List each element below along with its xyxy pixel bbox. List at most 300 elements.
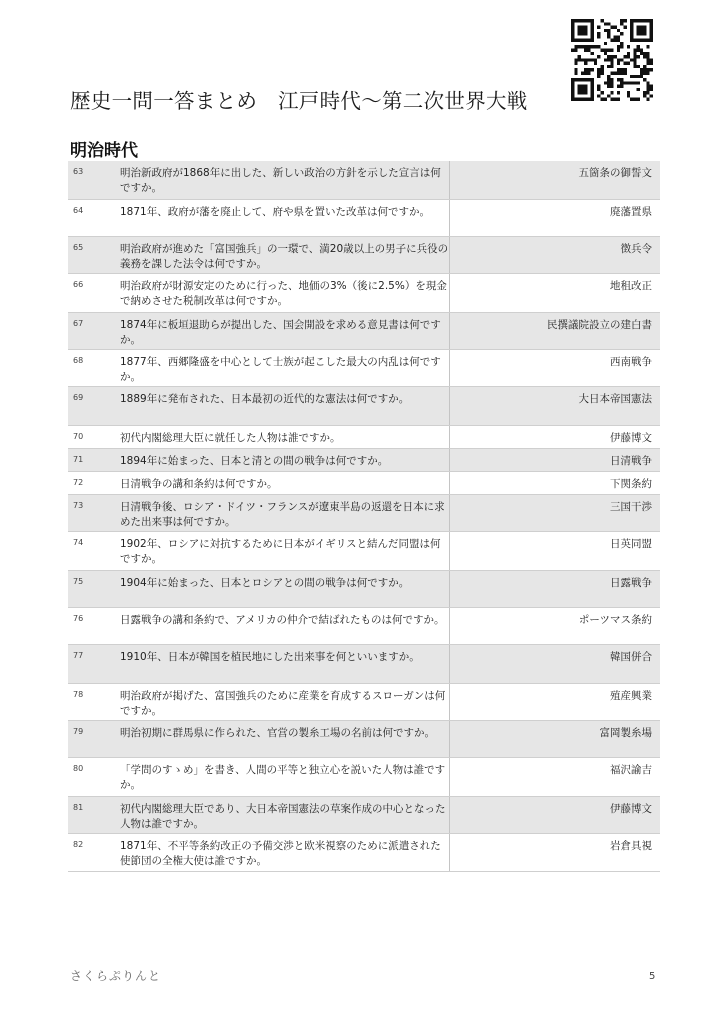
qr-module (643, 39, 646, 42)
question-text: 日露戦争の講和条約で、アメリカの仲介で結ばれたものは何ですか。 (120, 614, 445, 626)
qr-module (610, 26, 613, 29)
qr-module (643, 19, 646, 22)
qr-module (601, 91, 604, 94)
column-divider (449, 313, 450, 349)
answer-text: 地租改正 (610, 280, 652, 292)
qr-module (627, 55, 630, 58)
qr-module (637, 55, 640, 58)
qr-module (630, 19, 633, 22)
qr-module (607, 81, 610, 84)
qr-module (604, 42, 607, 45)
qr-module (584, 49, 587, 52)
qr-module (597, 85, 600, 88)
qr-module (640, 49, 643, 52)
table-row (68, 350, 660, 387)
question-number: 72 (73, 478, 84, 487)
qr-module (643, 65, 646, 68)
qr-module (594, 45, 597, 48)
qr-module (581, 91, 584, 94)
qr-module (584, 78, 587, 81)
qr-module (640, 19, 643, 22)
qr-module (597, 45, 600, 48)
qr-module (578, 98, 581, 101)
qr-module (574, 71, 577, 74)
qr-module (630, 39, 633, 42)
question-text: 初代内閣総理大臣に就任した人物は誰ですか。 (120, 432, 341, 444)
qr-module (650, 39, 653, 42)
qr-module (620, 45, 623, 48)
qr-module (578, 88, 581, 91)
qr-module (607, 85, 610, 88)
qr-module (643, 29, 646, 32)
qr-module (591, 26, 594, 29)
qr-module (643, 52, 646, 55)
qr-module (591, 32, 594, 35)
qr-module (587, 45, 590, 48)
answer-text: 日清戦争 (610, 455, 652, 467)
qr-module (630, 26, 633, 29)
qr-module (571, 85, 574, 88)
qr-module (601, 68, 604, 71)
qr-module (578, 45, 581, 48)
qr-module (597, 32, 600, 35)
qr-module (620, 78, 623, 81)
qr-module (610, 65, 613, 68)
qr-module (591, 35, 594, 38)
qr-module (571, 88, 574, 91)
qr-module (584, 58, 587, 61)
table-row (68, 721, 660, 758)
answer-text: 韓国併合 (610, 651, 652, 663)
qr-module (650, 94, 653, 97)
column-divider (449, 721, 450, 757)
answer-text: 富岡製糸場 (599, 727, 652, 739)
question-text: 明治政府が掲げた、富国強兵のために産業を育成するスローガンは何ですか。 (120, 690, 446, 717)
column-divider (449, 532, 450, 570)
qr-module (574, 68, 577, 71)
table-row (68, 571, 660, 608)
qr-module (571, 29, 574, 32)
qr-module (637, 88, 640, 91)
column-divider (449, 758, 450, 796)
qr-module (633, 55, 636, 58)
qr-module (584, 29, 587, 32)
qr-module (610, 85, 613, 88)
table-row (68, 200, 660, 237)
qr-module (581, 98, 584, 101)
answer-text: 大日本帝国憲法 (578, 393, 652, 405)
qr-module (574, 45, 577, 48)
question-number: 68 (73, 356, 84, 365)
qr-module (646, 45, 649, 48)
qr-module (630, 58, 633, 61)
qr-module (604, 29, 607, 32)
answer-text: 岩倉具視 (610, 840, 652, 852)
qr-module (620, 68, 623, 71)
table-row (68, 237, 660, 274)
qr-module (581, 29, 584, 32)
question-text: 日清戦争の講和条約は何ですか。 (120, 478, 278, 490)
qr-module (617, 71, 620, 74)
qr-module (601, 65, 604, 68)
qr-module (584, 68, 587, 71)
qr-module (643, 78, 646, 81)
qr-module (591, 68, 594, 71)
answer-text: 日露戦争 (610, 577, 652, 589)
qr-module (646, 98, 649, 101)
qr-module (640, 52, 643, 55)
table-row (68, 758, 660, 797)
question-number: 71 (73, 455, 84, 464)
qr-module (578, 85, 581, 88)
question-number: 80 (73, 764, 84, 773)
column-divider (449, 426, 450, 448)
qr-module (640, 39, 643, 42)
qr-module (650, 58, 653, 61)
qr-module (630, 29, 633, 32)
qr-module (640, 68, 643, 71)
qr-module (591, 29, 594, 32)
column-divider (449, 274, 450, 312)
table-row (68, 161, 660, 200)
qr-module (581, 45, 584, 48)
question-number: 81 (73, 803, 84, 812)
qr-module (617, 78, 620, 81)
qr-module (591, 94, 594, 97)
qr-module (591, 85, 594, 88)
qr-module (578, 32, 581, 35)
column-divider (449, 472, 450, 494)
qr-module (637, 45, 640, 48)
column-divider (449, 449, 450, 471)
qr-module (620, 81, 623, 84)
qr-module (650, 22, 653, 25)
qr-module (646, 39, 649, 42)
qr-module (630, 98, 633, 101)
qr-module (650, 85, 653, 88)
qr-module (620, 71, 623, 74)
qr-module (637, 75, 640, 78)
qr-module (604, 52, 607, 55)
qr-module (627, 91, 630, 94)
qr-module (643, 68, 646, 71)
qr-module (584, 45, 587, 48)
qr-module (578, 29, 581, 32)
qr-module (591, 58, 594, 61)
qr-module (610, 98, 613, 101)
qr-module (601, 19, 604, 22)
question-text: 1904年に始まった、日本とロシアとの間の戦争は何ですか。 (120, 577, 410, 589)
qr-module (607, 22, 610, 25)
qr-module (627, 81, 630, 84)
qr-module (633, 58, 636, 61)
qr-module (584, 85, 587, 88)
qr-module (604, 58, 607, 61)
qr-module (633, 19, 636, 22)
column-divider (449, 797, 450, 833)
qr-module (604, 22, 607, 25)
qr-module (581, 71, 584, 74)
qr-module (571, 49, 574, 52)
question-text: 「学問のすゝめ」を書き、人間の平等と独立心を説いた人物は誰ですか。 (120, 764, 446, 791)
qr-module (627, 52, 630, 55)
qr-module (584, 88, 587, 91)
table-row (68, 608, 660, 645)
qr-module (646, 91, 649, 94)
qr-module (591, 52, 594, 55)
qr-module (584, 26, 587, 29)
column-divider (449, 350, 450, 386)
qr-module (587, 98, 590, 101)
qr-module (597, 55, 600, 58)
qr-module (571, 91, 574, 94)
qr-module (643, 32, 646, 35)
qr-module (578, 39, 581, 42)
question-text: 明治政府が進めた「富国強兵」の一環で、満20歳以上の男子に兵役の義務を課した法令は何ですか。 (120, 243, 449, 270)
qr-module (630, 35, 633, 38)
qr-module (633, 81, 636, 84)
footer-brand: さくらぷりんと (70, 969, 162, 983)
qr-module (650, 19, 653, 22)
qr-module (620, 85, 623, 88)
column-divider (449, 571, 450, 607)
qr-module (627, 94, 630, 97)
page-title: 歴史一問一答まとめ 江戸時代～第二次世界大戦 (70, 89, 528, 113)
qr-module (623, 19, 626, 22)
question-number: 67 (73, 319, 84, 328)
qr-module (571, 94, 574, 97)
qr-module (637, 32, 640, 35)
qr-module (587, 71, 590, 74)
table-row (68, 472, 660, 495)
question-number: 77 (73, 651, 84, 660)
qr-module (640, 71, 643, 74)
section-heading: 明治時代 (70, 141, 138, 161)
table-row (68, 684, 660, 721)
column-divider (449, 237, 450, 273)
qr-module (633, 39, 636, 42)
qr-module (620, 32, 623, 35)
qr-module (571, 22, 574, 25)
qr-module (617, 29, 620, 32)
qr-module (607, 65, 610, 68)
qr-module (643, 94, 646, 97)
qr-module (574, 78, 577, 81)
qr-module (650, 88, 653, 91)
qr-module (581, 26, 584, 29)
question-text: 1871年、不平等条約改正の予備交渉と欧米視察のために派遣された使節団の全権大使は誰ですか。 (120, 840, 441, 867)
table-row (68, 834, 660, 872)
qr-module (614, 98, 617, 101)
qr-module (617, 68, 620, 71)
column-divider (449, 495, 450, 531)
answer-text: 西南戦争 (610, 356, 652, 368)
qr-module (610, 39, 613, 42)
qr-module (571, 98, 574, 101)
qr-module (574, 62, 577, 65)
table-row (68, 645, 660, 684)
qa-table (68, 161, 660, 872)
qr-module (587, 58, 590, 61)
qr-module (571, 81, 574, 84)
answer-text: ポーツマス条約 (578, 614, 652, 626)
column-divider (449, 200, 450, 236)
qr-module (637, 98, 640, 101)
qr-module (578, 19, 581, 22)
qr-module (597, 35, 600, 38)
qr-module (650, 29, 653, 32)
qr-module (587, 68, 590, 71)
qr-module (646, 19, 649, 22)
qr-module (623, 81, 626, 84)
qr-module (584, 19, 587, 22)
qr-module (594, 62, 597, 65)
qr-module (617, 45, 620, 48)
qr-module (591, 78, 594, 81)
qr-module (617, 58, 620, 61)
qr-module (617, 91, 620, 94)
answer-text: 下関条約 (610, 478, 652, 490)
qr-module (574, 98, 577, 101)
qr-module (646, 52, 649, 55)
qr-module (571, 19, 574, 22)
qr-module (646, 88, 649, 91)
qr-module (640, 32, 643, 35)
table-row (68, 387, 660, 426)
qr-module (646, 71, 649, 74)
answer-text: 福沢諭吉 (610, 764, 652, 776)
table-row (68, 449, 660, 472)
qr-module (591, 39, 594, 42)
qr-module (584, 91, 587, 94)
question-text: 1894年に始まった、日本と清との間の戦争は何ですか。 (120, 455, 389, 467)
table-row (68, 426, 660, 449)
qr-module (620, 42, 623, 45)
qr-module (617, 62, 620, 65)
qr-module (571, 32, 574, 35)
qr-module (646, 68, 649, 71)
qr-module (637, 65, 640, 68)
question-number: 76 (73, 614, 84, 623)
question-number: 66 (73, 280, 84, 289)
qr-module (650, 32, 653, 35)
qr-module (640, 26, 643, 29)
qr-module (633, 75, 636, 78)
qr-module (643, 26, 646, 29)
qr-module (610, 71, 613, 74)
qr-module (591, 88, 594, 91)
qr-module (650, 62, 653, 65)
column-divider (449, 645, 450, 683)
question-text: 明治政府が財源安定のために行った、地価の3%（後に2.5%）を現金で納めさせた税制改革は何ですか。 (120, 280, 447, 307)
question-number: 78 (73, 690, 84, 699)
qr-module (617, 85, 620, 88)
question-number: 73 (73, 501, 84, 510)
question-text: 1871年、政府が藩を廃止して、府や県を置いた改革は何ですか。 (120, 206, 431, 218)
question-text: 1902年、ロシアに対抗するために日本がイギリスと結んだ同盟は何ですか。 (120, 538, 441, 565)
column-divider (449, 161, 450, 199)
qr-module (571, 35, 574, 38)
question-text: 日清戦争後、ロシア・ドイツ・フランスが遼東半島の返還を日本に求めた出来事は何ですか。 (120, 501, 445, 528)
qr-module (623, 55, 626, 58)
qr-module (571, 26, 574, 29)
question-text: 1874年に板垣退助らが提出した、国会開設を求める意見書は何ですか。 (120, 319, 441, 346)
qr-module (617, 98, 620, 101)
qr-module (610, 78, 613, 81)
qr-module (630, 32, 633, 35)
answer-text: 徴兵令 (620, 243, 652, 255)
question-text: 1877年、西郷隆盛を中心として士族が起こした最大の内乱は何ですか。 (120, 356, 441, 383)
qr-module (578, 91, 581, 94)
qr-module (574, 58, 577, 61)
qr-module (581, 88, 584, 91)
qr-module (610, 55, 613, 58)
qr-module (633, 65, 636, 68)
qr-module (607, 94, 610, 97)
qr-module (597, 71, 600, 74)
qr-module (633, 49, 636, 52)
column-divider (449, 684, 450, 720)
qr-module (633, 52, 636, 55)
qr-module (597, 75, 600, 78)
question-text: 明治新政府が1868年に出した、新しい政治の方針を示した宣言は何ですか。 (120, 167, 441, 194)
qr-module (610, 49, 613, 52)
qr-module (646, 62, 649, 65)
question-number: 69 (73, 393, 84, 402)
qr-module (591, 22, 594, 25)
qr-module (617, 35, 620, 38)
qr-module (591, 91, 594, 94)
column-divider (449, 834, 450, 871)
qr-module (601, 49, 604, 52)
qr-module (607, 55, 610, 58)
qr-module (646, 55, 649, 58)
answer-text: 廃藩置県 (610, 206, 652, 218)
qr-module (601, 71, 604, 74)
qr-module (597, 26, 600, 29)
column-divider (449, 608, 450, 644)
qr-module (584, 71, 587, 74)
qr-module (584, 39, 587, 42)
qr-module (607, 35, 610, 38)
qr-module (581, 85, 584, 88)
qr-module (610, 81, 613, 84)
qr-module (597, 68, 600, 71)
table-row (68, 313, 660, 350)
qr-module (581, 19, 584, 22)
qr-module (620, 22, 623, 25)
qr-module (607, 32, 610, 35)
qr-module (630, 81, 633, 84)
qr-module (620, 58, 623, 61)
qr-module (630, 22, 633, 25)
question-text: 1910年、日本が韓国を植民地にした出来事を何といいますか。 (120, 651, 420, 663)
qr-module (594, 58, 597, 61)
qr-module (650, 26, 653, 29)
question-text: 初代内閣総理大臣であり、大日本帝国憲法の草案作成の中心となった人物は誰ですか。 (120, 803, 446, 830)
qr-module (581, 32, 584, 35)
page-number: 5 (649, 971, 656, 982)
qr-module (643, 55, 646, 58)
column-divider (449, 387, 450, 425)
qr-module (650, 68, 653, 71)
qr-module (607, 58, 610, 61)
qr-module (614, 71, 617, 74)
qr-module (646, 85, 649, 88)
answer-text: 民撰議院設立の建白書 (547, 319, 652, 331)
qr-module (640, 29, 643, 32)
qr-module (627, 62, 630, 65)
